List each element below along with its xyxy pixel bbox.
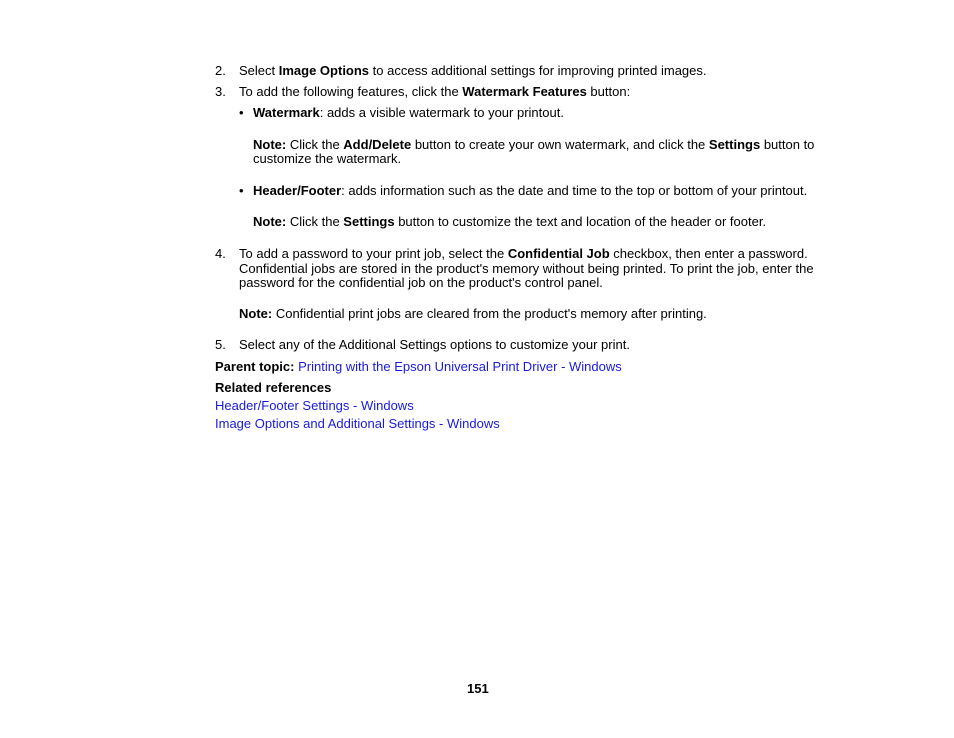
note-bold: Settings	[343, 214, 395, 229]
parent-topic-label: Parent topic:	[215, 359, 295, 374]
note-text: button to	[760, 137, 815, 152]
step-text: Select any of the Additional Settings options to customize your print.	[239, 337, 630, 352]
bullet-symbol: •	[239, 183, 244, 198]
note	[253, 214, 766, 229]
note-text: Click the	[286, 137, 344, 152]
related-link-header-footer[interactable]: Header/Footer Settings - Windows	[215, 398, 414, 413]
bullet-term: Watermark	[253, 105, 320, 120]
bullet-description: : adds information such as the date and time to the top or bottom of your printout.	[341, 183, 808, 198]
step-text-plain: To add the following features, click the	[239, 84, 463, 99]
step-text-bold: Watermark Features	[462, 84, 587, 99]
step-text	[239, 246, 808, 261]
step-text-bold: Confidential Job	[507, 246, 610, 261]
note-label: Note:	[253, 214, 287, 229]
step-text-plain: to access additional settings for improving printed images.	[369, 63, 707, 78]
note	[239, 306, 707, 321]
page-number: 151	[467, 681, 489, 696]
note-text: Confidential print jobs are cleared from the product's memory after printing.	[272, 306, 707, 321]
note-bold: Add/Delete	[343, 137, 412, 152]
related-heading-text: Related references	[215, 380, 332, 395]
parent-topic	[215, 359, 622, 374]
step-text-plain: Select	[239, 63, 279, 78]
note-label: Note:	[239, 306, 273, 321]
step-number: 3.	[215, 84, 226, 99]
note-text: button to create your own watermark, and click the	[411, 137, 709, 152]
note	[253, 137, 814, 152]
note-text: button to customize the text and location of the header or footer.	[394, 214, 767, 229]
parent-topic-link[interactable]: Printing with the Epson Universal Print Driver - Windows	[298, 359, 622, 374]
step-text-bold: Image Options	[278, 63, 370, 78]
step-text	[239, 84, 630, 99]
bullet-term: Header/Footer	[253, 183, 342, 198]
step-number: 5.	[215, 337, 226, 352]
step-text-plain: checkbox, then enter a password.	[609, 246, 808, 261]
note-continuation: customize the watermark.	[253, 151, 402, 166]
bullet-text	[253, 183, 807, 198]
bullet-description: : adds a visible watermark to your printout.	[319, 105, 564, 120]
related-references-heading	[215, 380, 331, 395]
bullet-text	[253, 105, 564, 120]
step-number: 2.	[215, 63, 226, 78]
note-label: Note:	[253, 137, 287, 152]
bullet-symbol: •	[239, 105, 244, 120]
step-text-plain: button:	[586, 84, 631, 99]
note-text: Click the	[286, 214, 344, 229]
step-text	[239, 63, 707, 78]
step-text-continuation: password for the confidential job on the product's control panel.	[239, 275, 603, 290]
step-text-continuation: Confidential jobs are stored in the product's memory without being printed. To print the job, enter the	[239, 261, 814, 276]
step-text-plain: To add a password to your print job, select the	[239, 246, 508, 261]
step-number: 4.	[215, 246, 226, 261]
note-bold: Settings	[708, 137, 761, 152]
related-link-image-options[interactable]: Image Options and Additional Settings - Windows	[215, 416, 500, 431]
